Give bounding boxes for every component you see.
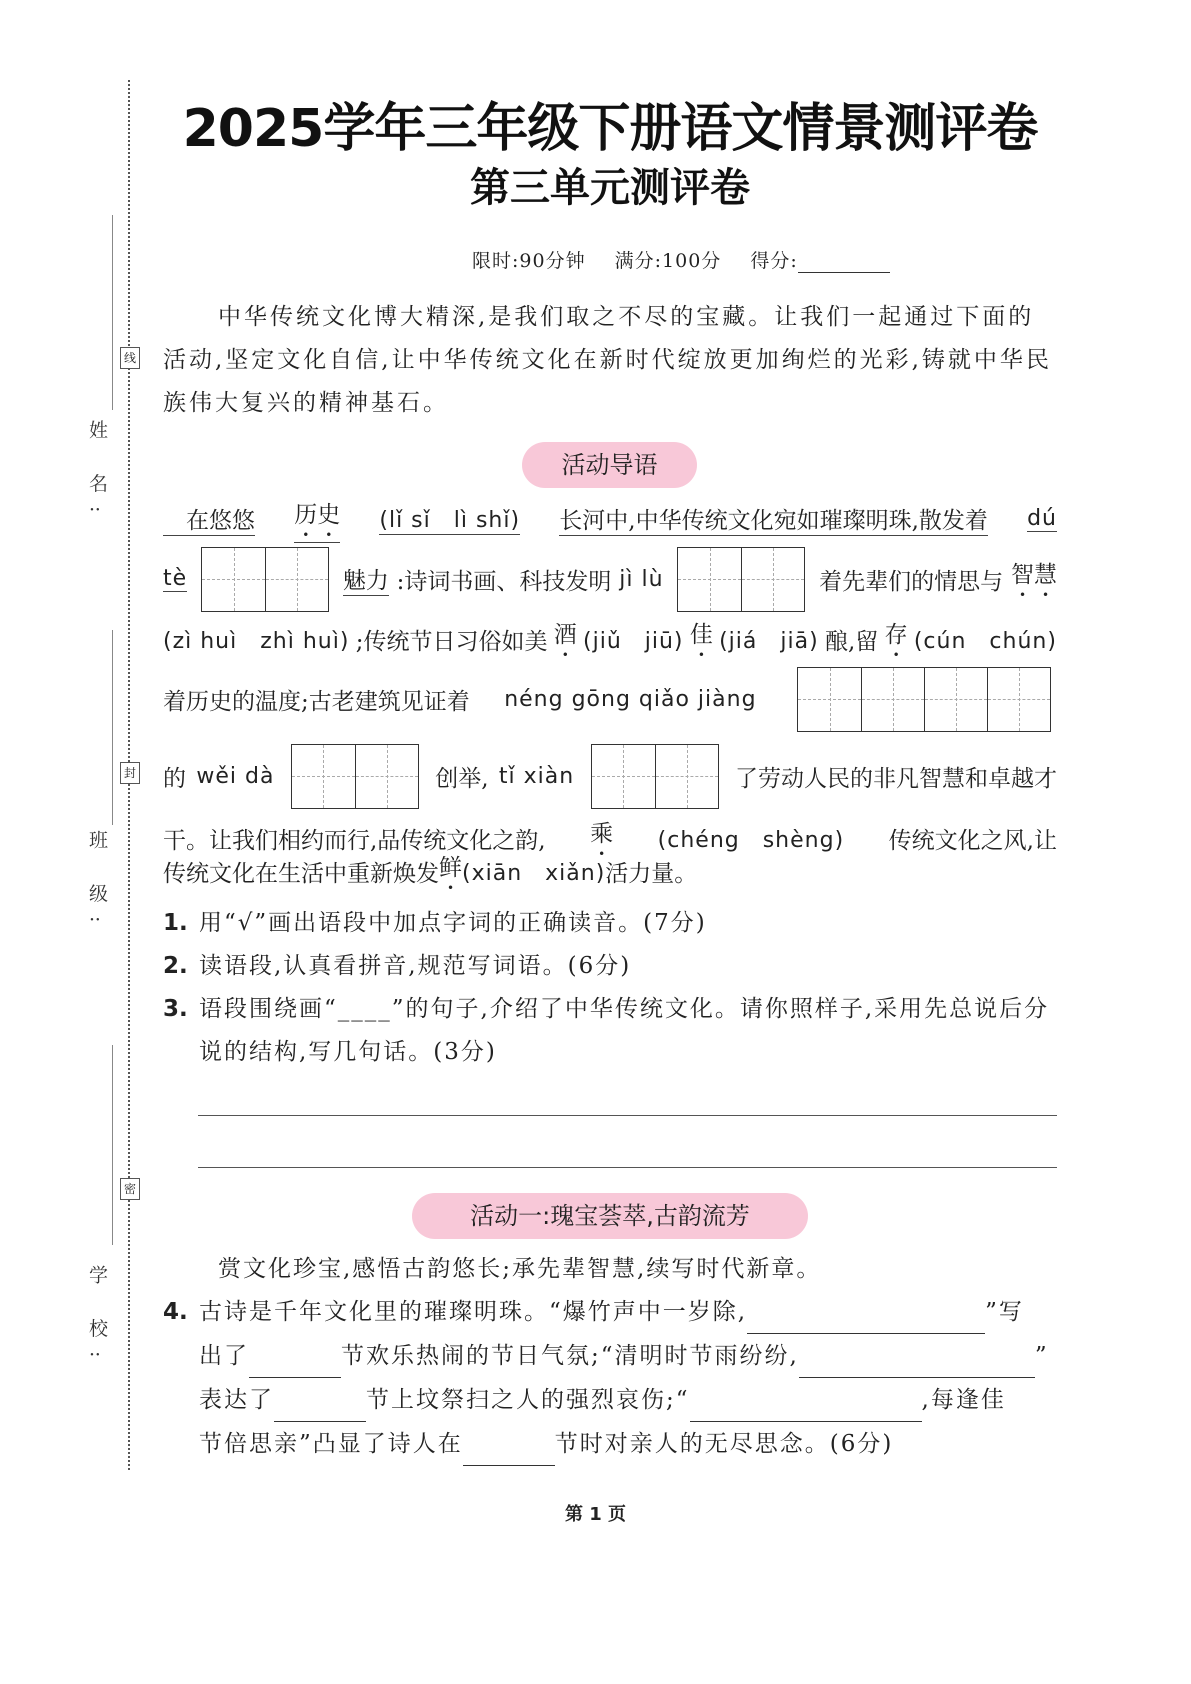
grid-cell[interactable] [924,668,987,731]
pinyin-text: (chéng shèng) [657,827,845,853]
grid-cell[interactable] [592,745,655,808]
dotted-word: 智慧 [1011,562,1057,588]
q4-text: ”写 [985,1299,1024,1325]
page-number: 第 1 页 [564,1504,627,1525]
passage-line [163,667,1057,731]
festival-blank-3[interactable] [463,1435,555,1466]
pinyin-text: (jiǔ jiū) [583,628,684,654]
writing-grid[interactable] [201,547,329,612]
intro-line: 民族伟大复兴的精神基石。 [163,347,1052,416]
pinyin-text: jì lù [619,566,664,592]
grid-cell[interactable] [741,548,804,611]
grid-cell[interactable] [355,745,418,808]
passage-text: 创举, [435,765,489,792]
passage-text: 魅力 [343,562,389,596]
question-number: 3. [163,996,188,1022]
poem-blank-2[interactable] [799,1347,1035,1378]
section-one-intro: 赏文化珍宝,感悟古韵悠长;承先辈智慧,续写时代新章。 [218,1256,822,1282]
school-blank-line [112,1045,113,1245]
festival-blank-1[interactable] [249,1347,341,1378]
writing-grid[interactable] [677,547,805,612]
grid-cell[interactable] [265,548,328,611]
passage-line [163,850,1057,893]
passage-text: ;传统节日习俗如美 [355,628,548,655]
score-blank[interactable] [798,252,890,273]
pinyin-text: (cún chún) [913,628,1057,654]
passage-text: 传统文化之风,让 [888,827,1057,854]
passage-text: :诗词书画、科技发明 [396,568,612,595]
dotted-word: 佳 [689,622,713,648]
grid-cell[interactable] [861,668,924,731]
writing-grid[interactable] [797,667,1051,732]
school-label: 学 校: [86,1265,108,1372]
passage-text: 长河中,中华传统文化宛如璀璨明珠,散发着 [559,502,988,536]
festival-blank-2[interactable] [274,1391,366,1422]
passage-line [163,744,1057,808]
dotted-word: 酒 [553,622,577,648]
score-label: 得分: [750,250,798,272]
poem-blank-3[interactable] [690,1391,922,1422]
passage-text: 的 [163,765,186,792]
q4-text: 出了 [199,1343,249,1369]
grid-cell[interactable] [655,745,718,808]
passage-text: 活力量。 [605,861,698,887]
class-label: 班 级: [86,830,108,937]
pinyin-text: (lǐ sǐ lì shǐ) [379,503,520,535]
question-4 [163,1290,1057,1466]
passage-text: 在悠悠 [163,502,255,536]
question-2 [163,945,1057,988]
grid-cell[interactable] [202,548,265,611]
dotted-word: 历史 [294,496,340,543]
q4-text: 节倍思亲”凸显了诗人在 [199,1431,463,1457]
full-score: 满分:100分 [614,250,722,272]
section-pill-activity-one: 活动一:瑰宝荟萃,古韵流芳 [412,1193,808,1239]
passage-text: 酿,留 [824,628,879,655]
q4-text: 表达了 [199,1387,274,1413]
q4-text: 节欢乐热闹的节日气氛;“清明时节雨纷纷, [341,1343,799,1369]
passage-line [163,487,1057,551]
question-3 [163,988,1057,1074]
pinyin-text: wěi dà [196,763,275,789]
question-number: 4. [163,1299,188,1325]
grid-cell[interactable] [987,668,1050,731]
answer-line[interactable] [198,1115,1057,1116]
cut-mark-secret: 密 [120,1178,140,1200]
intro-line: 中华传统文化博大精深,是我们取之不尽的宝藏。让我们一起通过下面的 [218,304,1035,330]
intro-line: 活动,坚定文化自信,让中华传统文化在新时代绽放更加绚烂的光彩,铸就中华 [163,347,1026,373]
question-text: 读语段,认真看拼音,规范写词语。(6分) [199,953,632,979]
grid-cell[interactable] [678,548,741,611]
q4-text: ” [1034,1343,1049,1369]
question-text: 语段围绕画“____”的句子,介绍了中华传统文化。请你照样子,采用先总说后分说的结构,写几句话。(3分) [199,996,1050,1065]
pinyin-text: dú [1027,506,1057,531]
question-number: 1. [163,910,188,936]
writing-grid[interactable] [291,744,419,809]
time-limit: 限时:90分钟 [472,250,586,272]
page-subtitle: 第三单元测评卷 [470,165,750,211]
page-title: 2025学年三年级下册语文情景测评卷 [182,99,1038,159]
writing-grid[interactable] [591,744,719,809]
class-blank-line [112,630,113,825]
passage-text: 干。让我们相约而行,品传统文化之韵, [163,827,546,854]
name-label: 姓 名: [86,420,108,527]
question-1 [163,902,1057,945]
q4-text: 古诗是千年文化里的璀璨明珠。“爆竹声中一岁除, [199,1299,748,1325]
grid-cell[interactable] [292,745,355,808]
pinyin-text: tǐ xiàn [498,763,575,789]
passage-text: 着历史的温度;古老建筑见证着 [163,688,470,715]
q4-text: 节时对亲人的无尽思念。(6分) [554,1431,894,1457]
dotted-word: 存 [884,622,908,648]
passage-text: 了劳动人民的非凡智慧和卓越才 [734,765,1057,792]
cut-mark-line: 线 [120,347,140,369]
dotted-word: 乘 [590,821,614,847]
name-blank-line [112,215,113,410]
q4-text: 节上坟祭扫之人的强烈哀伤;“ [366,1387,690,1413]
pinyin-text: néng gōng qiǎo jiàng [504,686,757,712]
grid-cell[interactable] [798,668,861,731]
pinyin-text: (zì huì zhì huì) [163,628,350,654]
pinyin-text: (jiá jiā) [719,628,819,654]
pinyin-text: (xiān xiǎn) [462,861,606,886]
poem-blank-1[interactable] [747,1303,985,1334]
pinyin-text: tè [163,566,188,591]
passage-text: 着先辈们的情思与 [819,568,1004,595]
dotted-word: 鲜 [439,854,462,881]
section-pill-intro: 活动导语 [522,442,697,488]
exam-info [472,246,912,273]
passage-line [163,547,1057,611]
answer-line[interactable] [198,1167,1057,1168]
cut-mark-seal: 封 [120,762,140,784]
intro-paragraph [163,296,1057,425]
q4-text: ,每逢佳 [921,1387,1006,1413]
passage-line [163,607,1057,671]
passage-text: 传统文化在生活中重新焕发 [163,861,439,887]
question-text: 用“√”画出语段中加点字词的正确读音。(7分) [199,910,707,936]
question-number: 2. [163,953,188,979]
